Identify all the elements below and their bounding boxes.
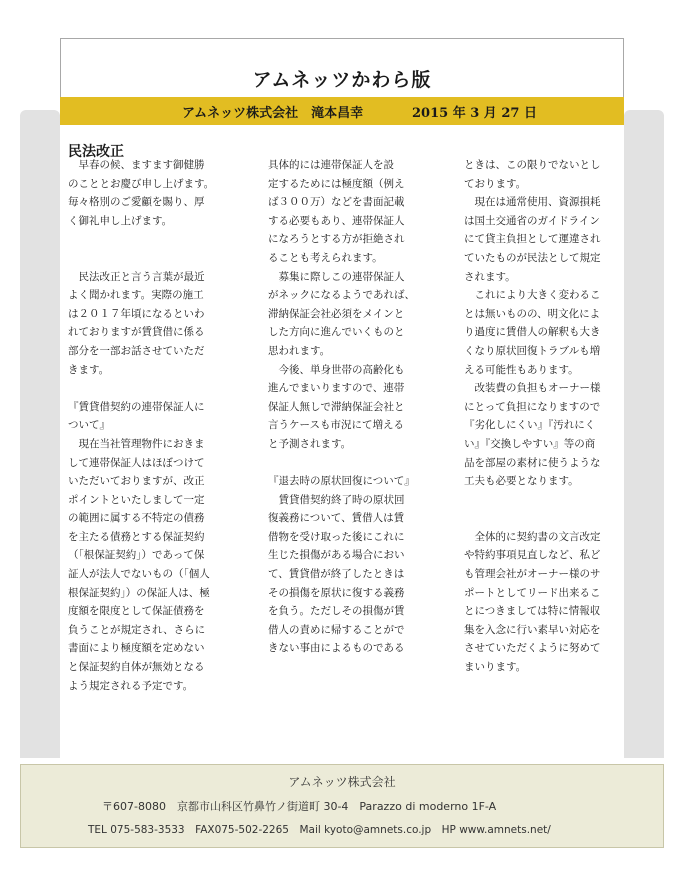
article-text-line: よく聞かれます。実際の施工 <box>68 289 204 302</box>
left-decorative-band <box>20 110 60 758</box>
article-text-line: 部分を一部お話させていただ <box>68 344 205 357</box>
article-text-line: や特約事項見直しなど、私ど <box>464 549 601 562</box>
footer-contact-line: TEL 075-583-3533 FAX075-502-2265 Mail kyoto@amnets.co.jp HP www.amnets.net/ <box>88 824 551 836</box>
article-text-line: 現在当社管理物件におきま <box>68 437 205 450</box>
author-line: アムネッツ株式会社 滝本昌幸 <box>182 106 364 121</box>
article-text-line: 現在は通常使用、資源損耗 <box>464 196 601 209</box>
article-text-line: その損傷を原状に復する義務 <box>268 586 405 599</box>
article-text-line: ポイントといたしまして一定 <box>68 493 205 506</box>
article-text-line: 具体的には連帯保証人を設 <box>268 159 394 171</box>
article-text-line: 定するためには極度額（例え <box>268 177 405 190</box>
article-text-line: （「根保証契約」）であって保 <box>68 549 205 562</box>
article-text-line: と保証契約自体が無効となる <box>68 661 205 674</box>
article-text-line: にとって負担になりますので <box>464 400 601 413</box>
article-text-line: とにつきましては特に情報収 <box>464 605 601 618</box>
article-text-line: されます。 <box>464 270 516 283</box>
article-text-line: 進んでまいりますので、連帯 <box>268 382 405 395</box>
article-text-line: 『退去時の原状回復について』 <box>268 475 415 488</box>
article-text-line: ることも考えられます。 <box>268 251 383 264</box>
article-text-line: も管理会社がオーナー様のサ <box>464 568 601 581</box>
article-text-line: を負う。ただしその損傷が賃 <box>268 605 405 618</box>
article-text-line: させていただくように努めて <box>464 642 601 655</box>
article-column-2 <box>268 156 446 658</box>
article-text-line: まいります。 <box>464 661 527 674</box>
footer-address: 〒607-8080 京都市山科区竹鼻竹ノ街道町 30-4 Parazzo di moderno 1F-A <box>102 800 497 813</box>
article-text-line: 復義務について、賃借人は賃 <box>268 512 405 525</box>
article-text-line: を主たる債務とする保証契約 <box>68 530 205 543</box>
article-text-line: ております。 <box>464 177 527 190</box>
article-text-line: いただいておりますが、改正 <box>68 475 205 488</box>
article-text-line: い』『交換しやすい』等の商 <box>464 437 596 450</box>
article-text-line: は国土交通省のガイドライン <box>464 214 600 227</box>
article-text-line: と予測されます。 <box>268 437 352 450</box>
article-text-line: れておりますが賃貸借に係る <box>68 326 205 339</box>
article-text-line: ついて』 <box>68 419 110 432</box>
article-text-line: 『賃貸借契約の連帯保証人に <box>68 400 205 413</box>
article-text-line: 『劣化しにくい』『汚れにく <box>464 419 596 432</box>
article-text-line: く御礼申し上げます。 <box>68 214 173 227</box>
article-text-line: した方向に進んでいくものと <box>268 326 405 339</box>
article-text-line: 賃貸借契約終了時の原状回 <box>268 493 405 506</box>
article-text-line: くなり原状回復トラブルも増 <box>464 344 601 357</box>
paragraph-gap <box>68 249 246 268</box>
article-text-line: にて貸主負担として運違され <box>464 233 601 246</box>
article-text-line: 民法改正と言う言葉が最近 <box>68 270 205 283</box>
article-text-line: これにより大きく変わるこ <box>464 289 601 302</box>
article-text-line: える可能性もあります。 <box>464 363 579 376</box>
article-text-line: の範囲に属する不特定の債務 <box>68 512 205 525</box>
article-text-line: 借人の責めに帰することがで <box>268 623 405 636</box>
footer-company-name: アムネッツ株式会社 <box>288 775 396 789</box>
article-text-line: きます。 <box>68 363 110 376</box>
article-text-line: 負うことが規定され、さらに <box>68 623 206 636</box>
article-text-line: 度額を限度として保証債務を <box>68 605 205 618</box>
article-text-line: は２０１７年頃になるといわ <box>68 307 205 320</box>
article-text-line: 滞納保証会社必須をメインと <box>268 307 405 320</box>
paragraph-gap <box>68 230 246 249</box>
article-text-line: 今後、単身世帯の高齢化も <box>268 363 405 376</box>
article-column-1 <box>68 156 246 695</box>
paragraph-gap <box>464 491 642 510</box>
article-text-line: 借物を受け取った後にこれに <box>268 530 405 543</box>
article-text-line: り過度に賃借人の解釈も大き <box>464 326 601 339</box>
article-text-line: ときは、この限りでないとし <box>464 159 601 171</box>
section-heading: 民法改正 <box>68 144 124 160</box>
article-text-line: 募集に際しこの連帯保証人 <box>268 270 405 283</box>
article-text-line: 根保証契約」）の保証人は、極 <box>68 586 210 599</box>
article-text-line: 保証人無しで滞納保証会社と <box>268 400 405 413</box>
article-text-line: ポートとしてリード出来るこ <box>464 586 601 599</box>
article-text-line: 品を部屋の素材に使うような <box>464 456 601 469</box>
article-text-line: して連帯保証人はほぼつけて <box>68 456 205 469</box>
article-text-line: よう規定される予定です。 <box>68 679 194 692</box>
article-text-line: ていたものが民法として規定 <box>464 251 601 264</box>
article-text-line: 毎々格別のご愛顧を賜り、厚 <box>68 196 205 209</box>
article-text-line: 証人が法人でないもの（「個人 <box>68 568 210 581</box>
article-text-line: とは無いものの、明文化によ <box>464 307 601 320</box>
article-text-line: 生じた損傷がある場合におい <box>268 549 405 562</box>
article-column-3 <box>464 156 642 677</box>
article-text-line: 早春の候、ますます御健勝 <box>68 159 205 171</box>
issue-date: 2015 年 3 月 27 日 <box>412 106 537 121</box>
article-text-line: になろうとする方が拒絶され <box>268 233 405 246</box>
article-text-line: がネックになるようであれば、 <box>268 289 415 302</box>
article-text-line: 改装費の負担もオーナー様 <box>464 382 601 395</box>
paragraph-gap <box>268 454 446 473</box>
article-text-line: のこととお慶び申し上げます。 <box>68 177 215 190</box>
paragraph-gap <box>68 379 246 398</box>
article-text-line: ば３００万）などを書面記載 <box>268 196 405 209</box>
article-text-line: 思われます。 <box>268 344 331 357</box>
article-text-line: 工夫も必要となります。 <box>464 475 579 488</box>
article-text-line: 集を入念に行い素早い対応を <box>464 623 601 636</box>
article-text-line: て、賃貸借が終了したときは <box>268 568 405 581</box>
article-text-line: きない事由によるものである <box>268 642 405 655</box>
article-text-line: する必要もあり、連帯保証人 <box>268 214 405 227</box>
article-text-line: 言うケースも市況にて増える <box>268 419 404 432</box>
article-text-line: 全体的に契約書の文言改定 <box>464 530 601 543</box>
article-text-line: 書面により極度額を定めない <box>68 642 205 655</box>
page-title: アムネッツかわら版 <box>252 69 432 91</box>
paragraph-gap <box>464 509 642 528</box>
